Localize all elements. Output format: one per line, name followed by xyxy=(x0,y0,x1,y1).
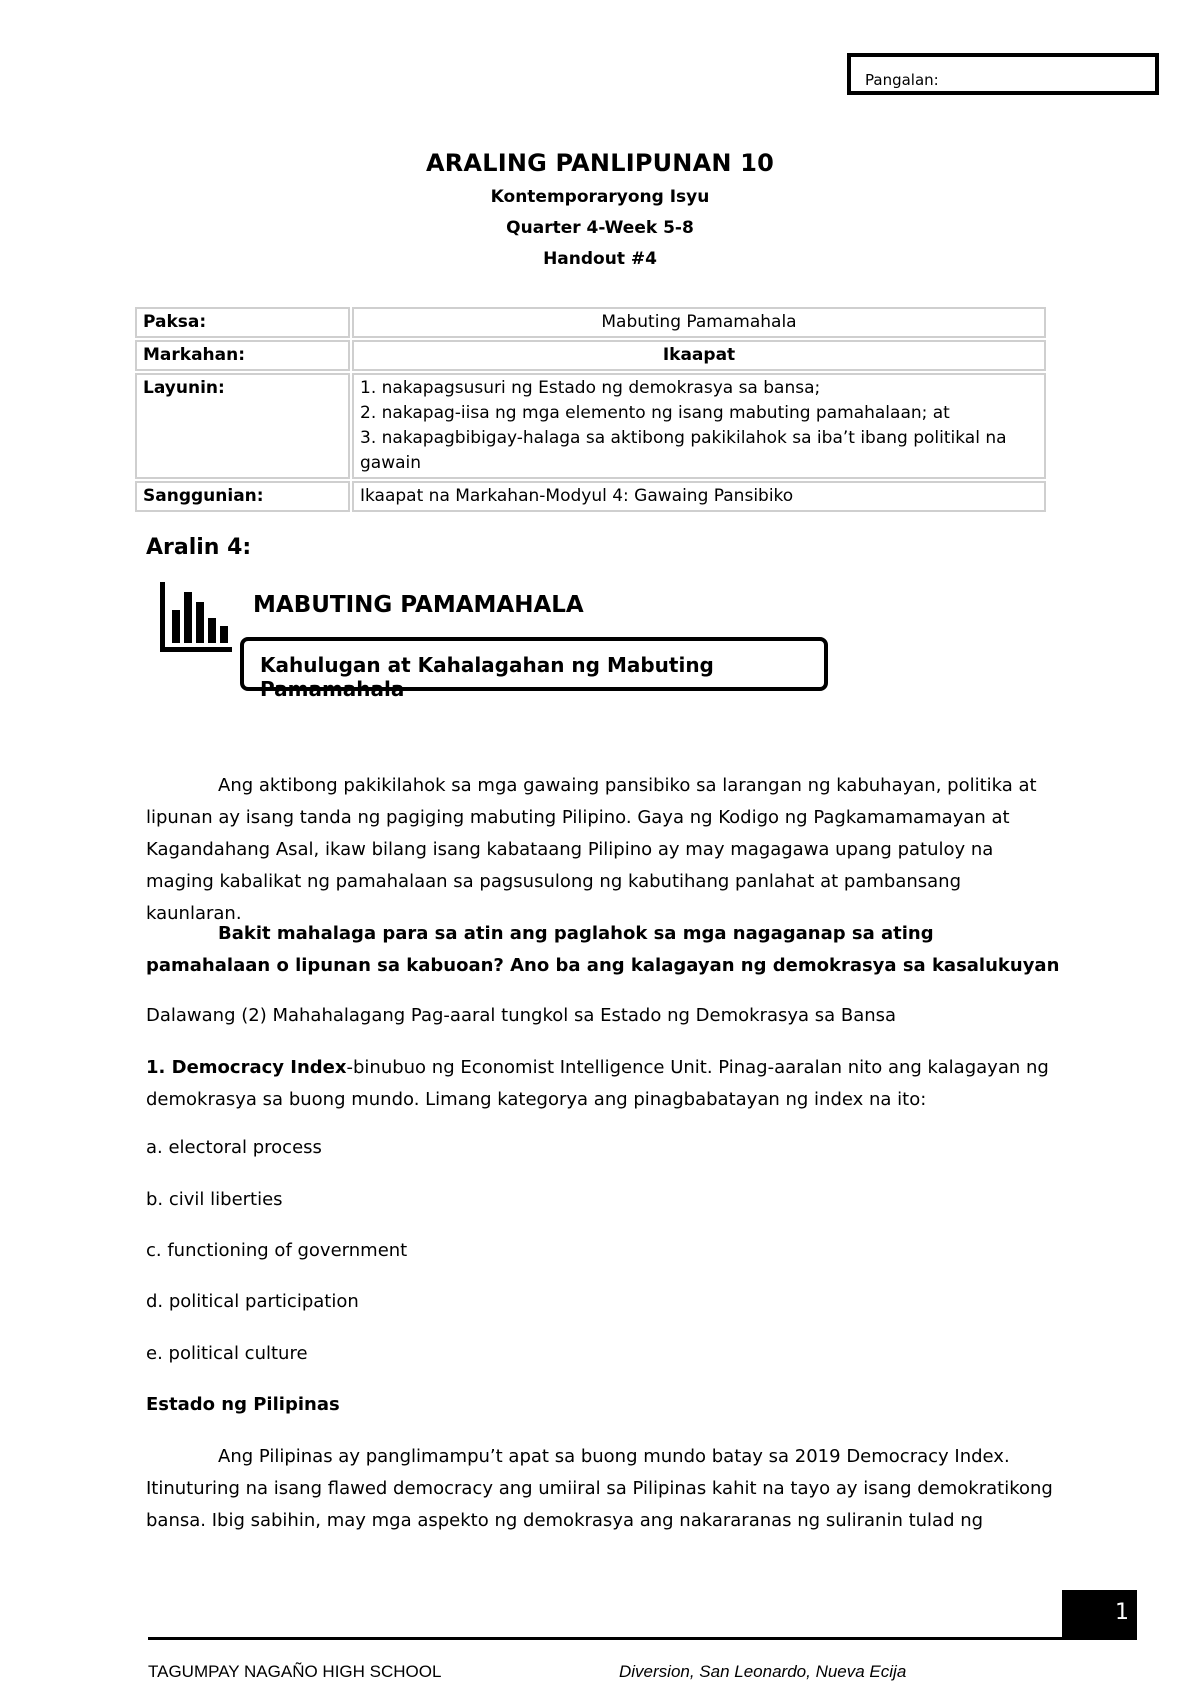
democracy-index-paragraph xyxy=(146,1052,1061,1116)
layunin-item: 2. nakapag-iisa ng mga elemento ng isang mabuting pamahalaan; at xyxy=(360,403,950,423)
lesson-title: MABUTING PAMAMAHALA xyxy=(253,592,584,618)
markahan-label: Markahan: xyxy=(135,340,350,371)
school-name: TAGUMPAY NAGAÑO HIGH SCHOOL xyxy=(148,1662,442,1681)
table-row xyxy=(135,340,1046,371)
page-subtitle: Kontemporaryong Isyu xyxy=(490,187,710,207)
sanggunian-label: Sanggunian: xyxy=(135,481,350,512)
layunin-item: 3. nakapagbibigay-halaga sa aktibong pakikilahok sa iba’t ibang politikal na gawain xyxy=(360,428,1007,473)
paksa-label: Paksa: xyxy=(135,307,350,338)
list-item: b. civil liberties xyxy=(146,1189,283,1210)
handout-label: Handout #4 xyxy=(543,249,657,269)
footer-divider xyxy=(148,1637,1063,1640)
lesson-number: Aralin 4: xyxy=(146,535,252,560)
intro-paragraph: Ang aktibong pakikilahok sa mga gawaing pansibiko sa larangan ng kabuhayan, politika at lipunan ay isang tanda ng pagiging mabuting Pilipino. Gaya ng Kodigo ng Pagkamamamayan at Kagandahang Asal, ikaw bilang isang kabataang Pilipino ay may magagawa upang patuloy na maging kabalikat ng pamahalaan sa pagsusulong ng kabutihang panlahat at pambansang kaunlaran. xyxy=(146,775,1037,924)
table-row xyxy=(135,373,1046,479)
school-address: Diversion, San Leonardo, Nueva Ecija xyxy=(619,1662,907,1681)
guide-question: Bakit mahalaga para sa atin ang paglahok sa mga nagaganap sa ating pamahalaan o lipunan sa kabuoan? Ano ba ang kalagayan ng demokrasya sa kasalukuyan xyxy=(146,923,1060,976)
quarter-label: Quarter 4-Week 5-8 xyxy=(506,218,694,238)
list-item: e. political culture xyxy=(146,1343,308,1364)
info-table xyxy=(133,305,1048,514)
philippines-paragraph: Ang Pilipinas ay panglimampu’t apat sa buong mundo batay sa 2019 Democracy Index. Itinuturing na isang flawed democracy ang umiiral sa Pilipinas kahit na tayo ay isang demokratikong bansa. Ibig sabihin, may mga aspekto ng demokrasya ang nakararanas ng suliranin tulad ng xyxy=(146,1446,1053,1531)
markahan-value: Ikaapat xyxy=(352,340,1046,371)
table-row xyxy=(135,307,1046,338)
list-item: c. functioning of government xyxy=(146,1240,408,1261)
name-field[interactable] xyxy=(847,53,1159,95)
name-label: Pangalan: xyxy=(865,71,939,89)
paksa-value: Mabuting Pamamahala xyxy=(352,307,1046,338)
sanggunian-value: Ikaapat na Markahan-Modyul 4: Gawaing Pansibiko xyxy=(352,481,1046,512)
layunin-value xyxy=(352,373,1046,479)
lesson-subtitle: Kahulugan at Kahalagahan ng Mabuting Pamamahala xyxy=(260,653,714,701)
table-row xyxy=(135,481,1046,512)
studies-heading: Dalawang (2) Mahahalagang Pag-aaral tungkol sa Estado ng Demokrasya sa Bansa xyxy=(146,1005,897,1026)
layunin-label: Layunin: xyxy=(135,373,350,479)
democracy-index-definition: -binubuo ng Economist Intelligence Unit. Pinag-aaralan nito ang kalagayan ng demokrasya sa buong mundo. Limang kategorya ang pinagbabatayan ng index na ito: xyxy=(146,1057,1049,1110)
list-item: a. electoral process xyxy=(146,1137,322,1158)
layunin-item: 1. nakapagsusuri ng Estado ng demokrasya sa bansa; xyxy=(360,378,821,398)
lesson-subtitle-box xyxy=(240,637,828,701)
page-title: ARALING PANLIPUNAN 10 xyxy=(425,149,775,177)
page-number: 1 xyxy=(1062,1590,1137,1640)
democracy-index-term: 1. Democracy Index xyxy=(146,1057,347,1078)
list-item: d. political participation xyxy=(146,1291,359,1312)
bar-chart-icon xyxy=(158,580,234,654)
section-heading: Estado ng Pilipinas xyxy=(146,1394,340,1415)
